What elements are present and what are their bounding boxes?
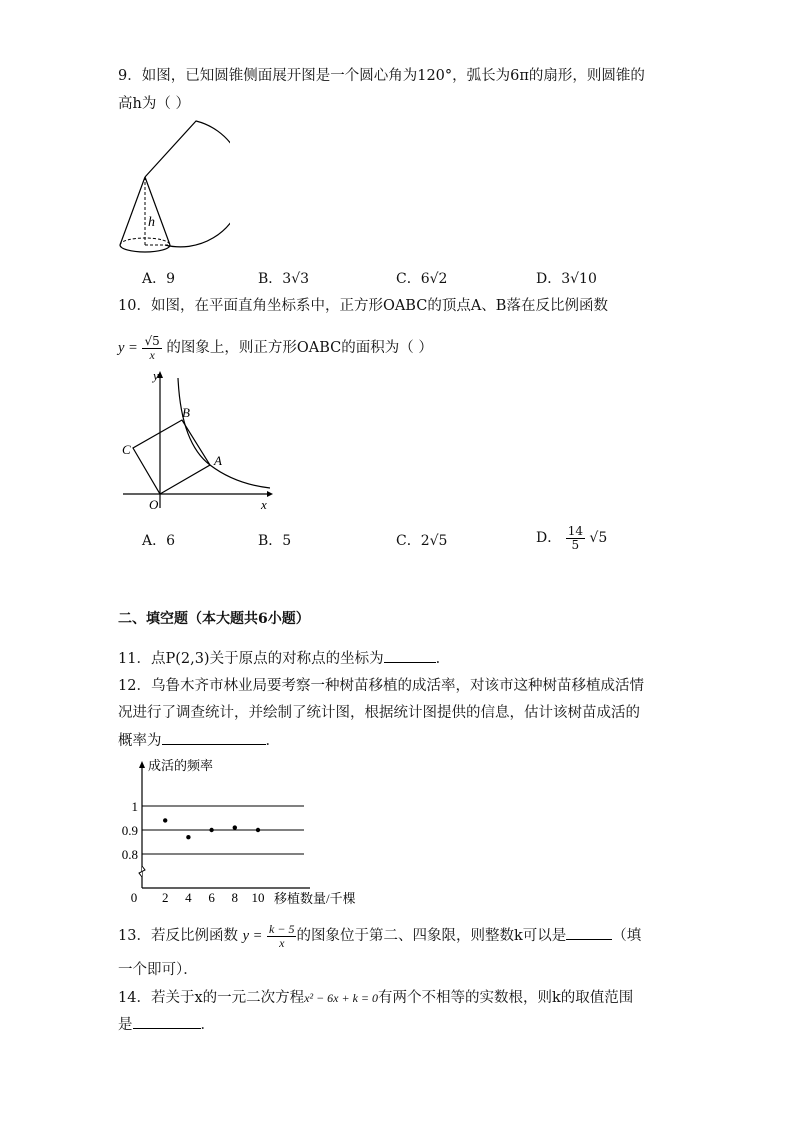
q10-line1: 10．如图，在平面直角坐标系中，正方形OABC的顶点A、B落在反比例函数 — [118, 298, 608, 314]
axis-x-label: x — [261, 497, 267, 512]
q14-line1-before: 14．若关于x的一元二次方程 — [118, 990, 305, 1006]
q13-func-lhs: y = — [242, 928, 263, 944]
q10-option-c: C．2√5 — [396, 533, 448, 549]
chart-xtick-label: 8 — [231, 890, 239, 905]
chart-ytick-label: 0.8 — [121, 847, 138, 862]
point-a-label: A — [214, 453, 222, 468]
q9-line1: 9．如图，已知圆锥侧面展开图是一个圆心角为120°，弧长为6π的扇形，则圆锥的 — [118, 68, 645, 84]
q13-before: 13．若反比例函数 — [118, 928, 238, 944]
q10-func-den: x — [149, 347, 155, 362]
q10-line2 — [118, 330, 433, 366]
q10-option-d-num: 14 — [567, 523, 583, 538]
q14-line2-after: ． — [200, 1017, 215, 1033]
q9-line2: 高h为（ ） — [118, 96, 190, 112]
q13-func-den: x — [279, 935, 285, 950]
survival-frequency-chart — [112, 758, 372, 908]
q10-option-d-prefix: D． — [536, 530, 562, 546]
q13-after: 的图象位于第二、四象限，则整数k可以是 — [296, 928, 567, 944]
q13-line1 — [118, 918, 641, 954]
q11-answer-blank[interactable] — [384, 648, 436, 663]
q13-func-num: k − 5 — [269, 921, 295, 936]
chart-xtick-label: 0 — [130, 890, 138, 905]
chart-axes — [139, 761, 310, 888]
q9-option-d: D．3√10 — [536, 271, 597, 287]
chart-xtick-label: 4 — [185, 890, 192, 905]
chart-xtick-label: 2 — [161, 890, 169, 905]
q13-answer-blank[interactable] — [566, 925, 612, 940]
q12-answer-blank[interactable] — [162, 730, 266, 745]
chart-point — [186, 835, 190, 839]
chart-point — [256, 828, 260, 832]
chart-point — [233, 825, 237, 829]
q12-line1: 12．乌鲁木齐市林业局要考察一种树苗移植的成活率，对该市这种树苗移植成活情 — [118, 678, 644, 694]
q12-line3-after: ． — [265, 733, 280, 749]
q14-line1 — [118, 988, 633, 1008]
q13-line2: 一个即可）． — [118, 962, 198, 978]
q10-option-d-suffix: √5 — [589, 530, 608, 546]
q14-line2-before: 是 — [118, 1017, 133, 1033]
point-c-label: C — [122, 442, 131, 457]
q10-option-d-den: 5 — [571, 537, 580, 552]
chart-point — [209, 828, 213, 832]
q10-option-b: B．5 — [258, 533, 292, 549]
q12-line3-before: 概率为 — [118, 733, 162, 749]
chart-ytick-label: 0.9 — [121, 823, 138, 838]
q14-line1-after: 有两个不相等的实数根，则k的取值范围 — [378, 990, 634, 1006]
chart-point — [163, 818, 167, 822]
chart-xtick-label: 10 — [251, 890, 265, 905]
q13-func-fraction — [267, 923, 296, 950]
q14-answer-blank[interactable] — [133, 1014, 201, 1029]
q10-func-lhs: y = — [118, 340, 138, 356]
q11-text-before: 11．点P(2,3)关于原点的对称点的坐标为 — [118, 651, 384, 667]
chart-xtick-label: 6 — [208, 890, 215, 905]
section-title: 二、填空题（本大题共6小题） — [118, 611, 310, 627]
q10-option-d — [536, 520, 607, 556]
q12-line2: 况进行了调查统计，并绘制了统计图，根据统计图提供的信息，估计该树苗成活的 — [118, 705, 640, 721]
chart-ylabel: 成活的频率 — [148, 758, 214, 773]
point-b-label: B — [182, 405, 190, 420]
q9-option-a: A．9 — [142, 271, 176, 287]
chart-ytick-label: 1 — [131, 799, 138, 814]
q9-option-b: B．3√3 — [258, 271, 310, 287]
chart-xlabel: 移植数量/千棵 — [274, 891, 356, 906]
q12-line3 — [118, 730, 280, 751]
point-o-label: O — [149, 497, 159, 512]
q13-tail: （填 — [612, 928, 642, 944]
q9-option-c: C．6√2 — [396, 271, 448, 287]
axis-y-label: y — [153, 368, 159, 383]
q10-func-num: √5 — [144, 333, 160, 348]
cone-h-label: h — [148, 215, 155, 230]
q10-func-fraction — [142, 335, 161, 362]
q10-option-d-fraction — [566, 525, 585, 552]
q14-equation: x² − 6x + k = 0 — [304, 991, 379, 1005]
square-hyperbola-diagram — [115, 368, 275, 513]
q10-option-a: A．6 — [142, 533, 176, 549]
q11-text-after: ． — [435, 651, 451, 667]
q11-line — [118, 648, 450, 669]
q14-line2 — [118, 1014, 215, 1035]
q10-line2-rest: 的图象上，则正方形OABC的面积为（ ） — [166, 340, 433, 356]
cone-diagram — [110, 115, 230, 265]
